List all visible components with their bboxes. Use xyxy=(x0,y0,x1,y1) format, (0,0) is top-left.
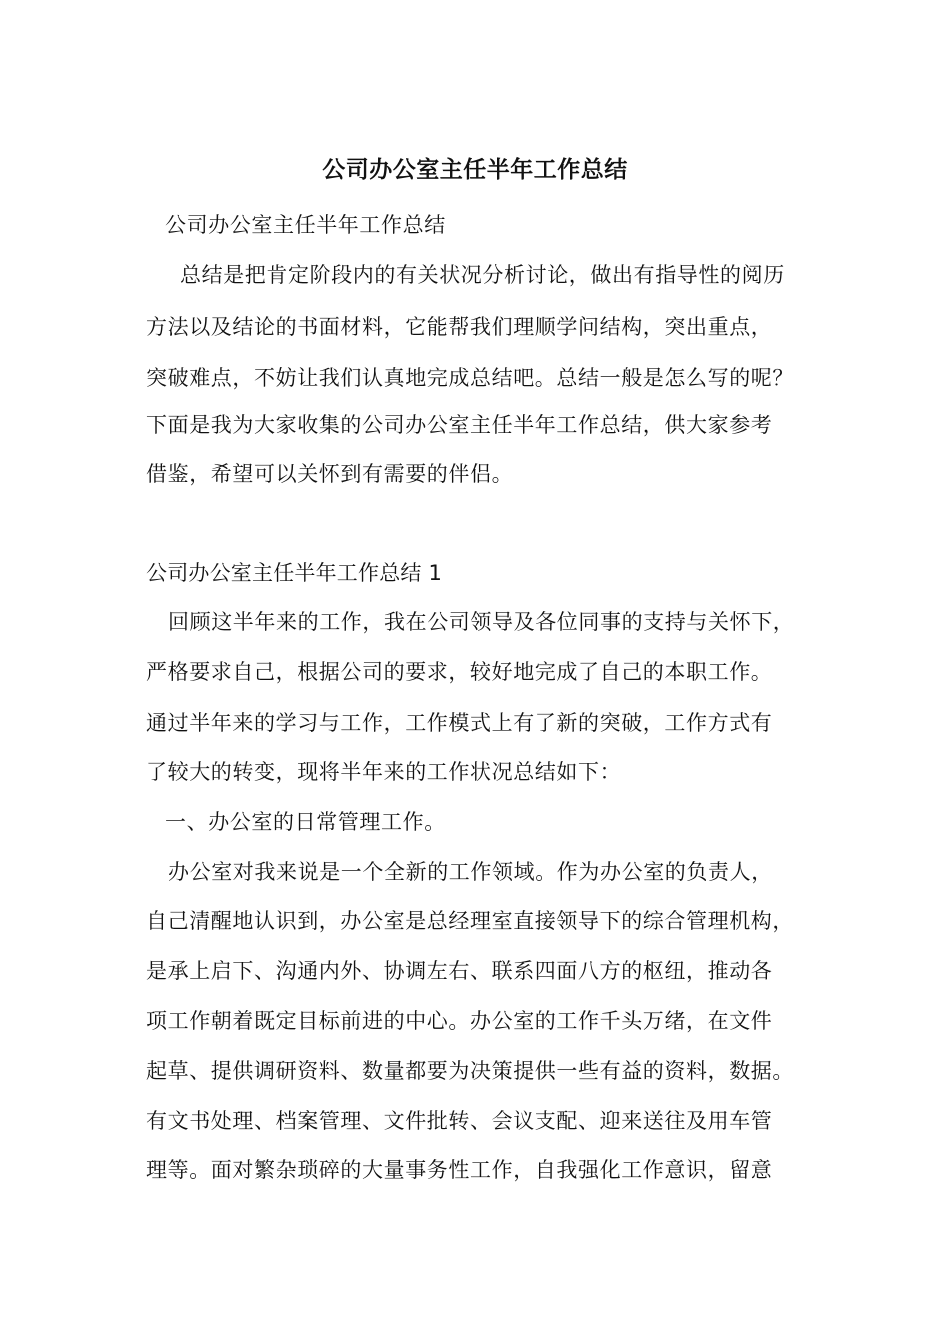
item-1-line-3: 是承上启下、沟通内外、协调左右、联系四面八方的枢纽，推动各 xyxy=(146,959,773,983)
item-1-line-6: 有文书处理、档案管理、文件批转、会议支配、迎来送往及用车管 xyxy=(146,1109,773,1133)
intro-line-3: 突破难点，不妨让我们认真地完成总结吧。总结一般是怎么写的呢？ xyxy=(146,366,794,390)
item-1-line-5: 起草、提供调研资料、数量都要为决策提供一些有益的资料，数据。 xyxy=(146,1059,794,1083)
item-1-line-1: 办公室对我来说是一个全新的工作领域。作为办公室的负责人， xyxy=(168,860,773,884)
intro-line-4: 下面是我为大家收集的公司办公室主任半年工作总结，供大家参考 xyxy=(146,413,773,437)
section-1-line-4: 了较大的转变，现将半年来的工作状况总结如下： xyxy=(146,760,622,784)
item-1-line-4: 项工作朝着既定目标前进的中心。办公室的工作千头万绪，在文件 xyxy=(146,1009,773,1033)
item-1-line-7: 理等。面对繁杂琐碎的大量事务性工作，自我强化工作意识，留意 xyxy=(146,1158,773,1182)
intro-line-1: 总结是把肯定阶段内的有关状况分析讨论，做出有指导性的阅历 xyxy=(180,263,785,287)
document-title: 公司办公室主任半年工作总结 xyxy=(322,156,628,183)
section-1-line-1: 回顾这半年来的工作，我在公司领导及各位同事的支持与关怀下， xyxy=(168,610,795,634)
intro-line-2: 方法以及结论的书面材料，它能帮我们理顺学问结构，突出重点， xyxy=(146,315,773,339)
item-1-heading: 一、办公室的日常管理工作。 xyxy=(165,810,446,834)
item-1-line-2: 自己清醒地认识到，办公室是总经理室直接领导下的综合管理机构， xyxy=(146,909,794,933)
section-1-heading: 公司办公室主任半年工作总结 1 xyxy=(146,561,443,585)
section-1-line-3: 通过半年来的学习与工作，工作模式上有了新的突破，工作方式有 xyxy=(146,711,773,735)
document-subtitle: 公司办公室主任半年工作总结 xyxy=(165,213,446,237)
section-1-line-2: 严格要求自己，根据公司的要求，较好地完成了自己的本职工作。 xyxy=(146,660,773,684)
intro-line-5: 借鉴，希望可以关怀到有需要的伴侣。 xyxy=(146,462,514,486)
